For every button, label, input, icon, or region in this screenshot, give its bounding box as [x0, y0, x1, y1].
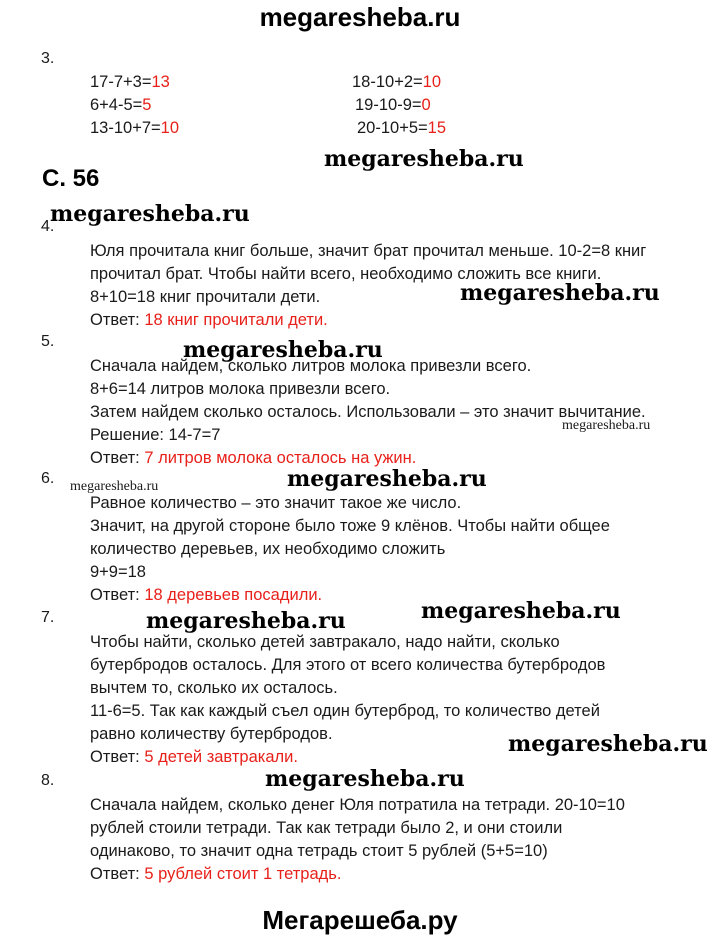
text-line: Решение: 14-7=7	[90, 426, 221, 444]
text-line: 8+10=18 книг прочитали дети.	[90, 288, 321, 306]
answer-line: Ответ: 18 деревьев посадили.	[90, 586, 323, 604]
answer-text: 7 литров молока осталось на ужин.	[144, 449, 417, 467]
answer-text: 5 рублей стоит 1 тетрадь.	[144, 865, 342, 883]
equation-answer: 5	[142, 96, 152, 114]
text-line: Затем найдем сколько осталось. Использовали – это значит вычитание.	[90, 403, 646, 421]
answer-line: Ответ: 5 детей завтракали.	[90, 748, 298, 766]
task-7-number: 7.	[41, 609, 55, 626]
watermark: megaresheba.ru	[183, 337, 383, 363]
text-line: 8+6=14 литров молока привезли всего.	[90, 380, 391, 398]
text-line: одинаково, то значит одна тетрадь стоит 5 рублей (5+5=10)	[90, 842, 548, 860]
equation-answer: 0	[421, 96, 431, 114]
text-line: Сначала найдем, сколько литров молока привезли всего.	[90, 357, 532, 375]
equation-left-2: 6+4-5=5	[90, 96, 152, 114]
answer-text: 5 детей завтракали.	[144, 748, 298, 766]
task-5-text	[90, 355, 646, 470]
task-3-number: 3.	[41, 50, 55, 67]
equation-left-3: 13-10+7=10	[90, 119, 180, 137]
text-line: 11-6=5. Так как каждый съел один бутерброд, то количество детей	[90, 702, 600, 720]
equation-right-2: 19-10-9=0	[355, 96, 431, 114]
watermark: megaresheba.ru	[146, 608, 346, 634]
text-line: Равное количество – это значит такое же число.	[90, 494, 462, 512]
watermark: megaresheba.ru	[324, 146, 524, 172]
equation-answer: 10	[160, 119, 180, 137]
equation-answer: 13	[151, 73, 170, 91]
site-header: megaresheba.ru	[259, 2, 461, 32]
equation-right-3: 20-10+5=15	[357, 119, 447, 137]
text-line: количество деревьев, их необходимо сложить	[90, 540, 446, 558]
watermark: megaresheba.ru	[421, 598, 621, 624]
watermark: megaresheba.ru	[265, 766, 465, 792]
text-line: 9+9=18	[90, 563, 146, 581]
site-footer: Мегарешеба.ру	[262, 905, 458, 935]
task-5-number: 5.	[41, 333, 55, 350]
task-6-text	[90, 492, 610, 607]
equation-right-1: 18-10+2=10	[352, 73, 442, 91]
task-6-number: 6.	[41, 470, 55, 487]
watermark: megaresheba.ru	[508, 731, 708, 757]
watermark: megaresheba.ru	[562, 418, 651, 433]
text-line: рублей стоили тетради. Так как тетради было 2, и они стоили	[90, 819, 563, 837]
text-line: прочитал брат. Чтобы найти всего, необходимо сложить все книги.	[90, 265, 602, 283]
text-line: равно количеству бутербродов.	[90, 725, 333, 743]
watermark: megaresheba.ru	[287, 466, 487, 492]
watermark: megaresheba.ru	[70, 479, 159, 494]
task-8-text	[90, 794, 625, 886]
text-line: бутербродов осталось. Для этого от всего количества бутербродов	[90, 656, 606, 674]
task-4-number: 4.	[41, 218, 55, 235]
text-line: Значит, на другой стороне было тоже 9 клёнов. Чтобы найти общее	[90, 517, 610, 535]
equation-left-1: 17-7+3=13	[90, 73, 170, 91]
text-line: Чтобы найти, сколько детей завтракало, надо найти, сколько	[90, 633, 560, 651]
answer-line: Ответ: 5 рублей стоит 1 тетрадь.	[90, 865, 342, 883]
text-line: вычтем то, сколько их осталось.	[90, 679, 338, 697]
equation-answer: 10	[422, 73, 442, 91]
watermark: megaresheba.ru	[50, 201, 250, 227]
answer-line: Ответ: 7 литров молока осталось на ужин.	[90, 449, 417, 467]
answer-text: 18 книг прочитали дети.	[144, 311, 328, 329]
equation-answer: 15	[427, 119, 447, 137]
text-line: Сначала найдем, сколько денег Юля потратила на тетради. 20-10=10	[90, 796, 625, 814]
watermark: megaresheba.ru	[460, 280, 660, 306]
answer-line: Ответ: 18 книг прочитали дети.	[90, 311, 328, 329]
answer-text: 18 деревьев посадили.	[144, 586, 323, 604]
text-line: Юля прочитала книг больше, значит брат прочитал меньше. 10-2=8 книг	[90, 242, 647, 260]
section-title: С. 56	[42, 165, 100, 192]
task-8-number: 8.	[41, 772, 55, 789]
